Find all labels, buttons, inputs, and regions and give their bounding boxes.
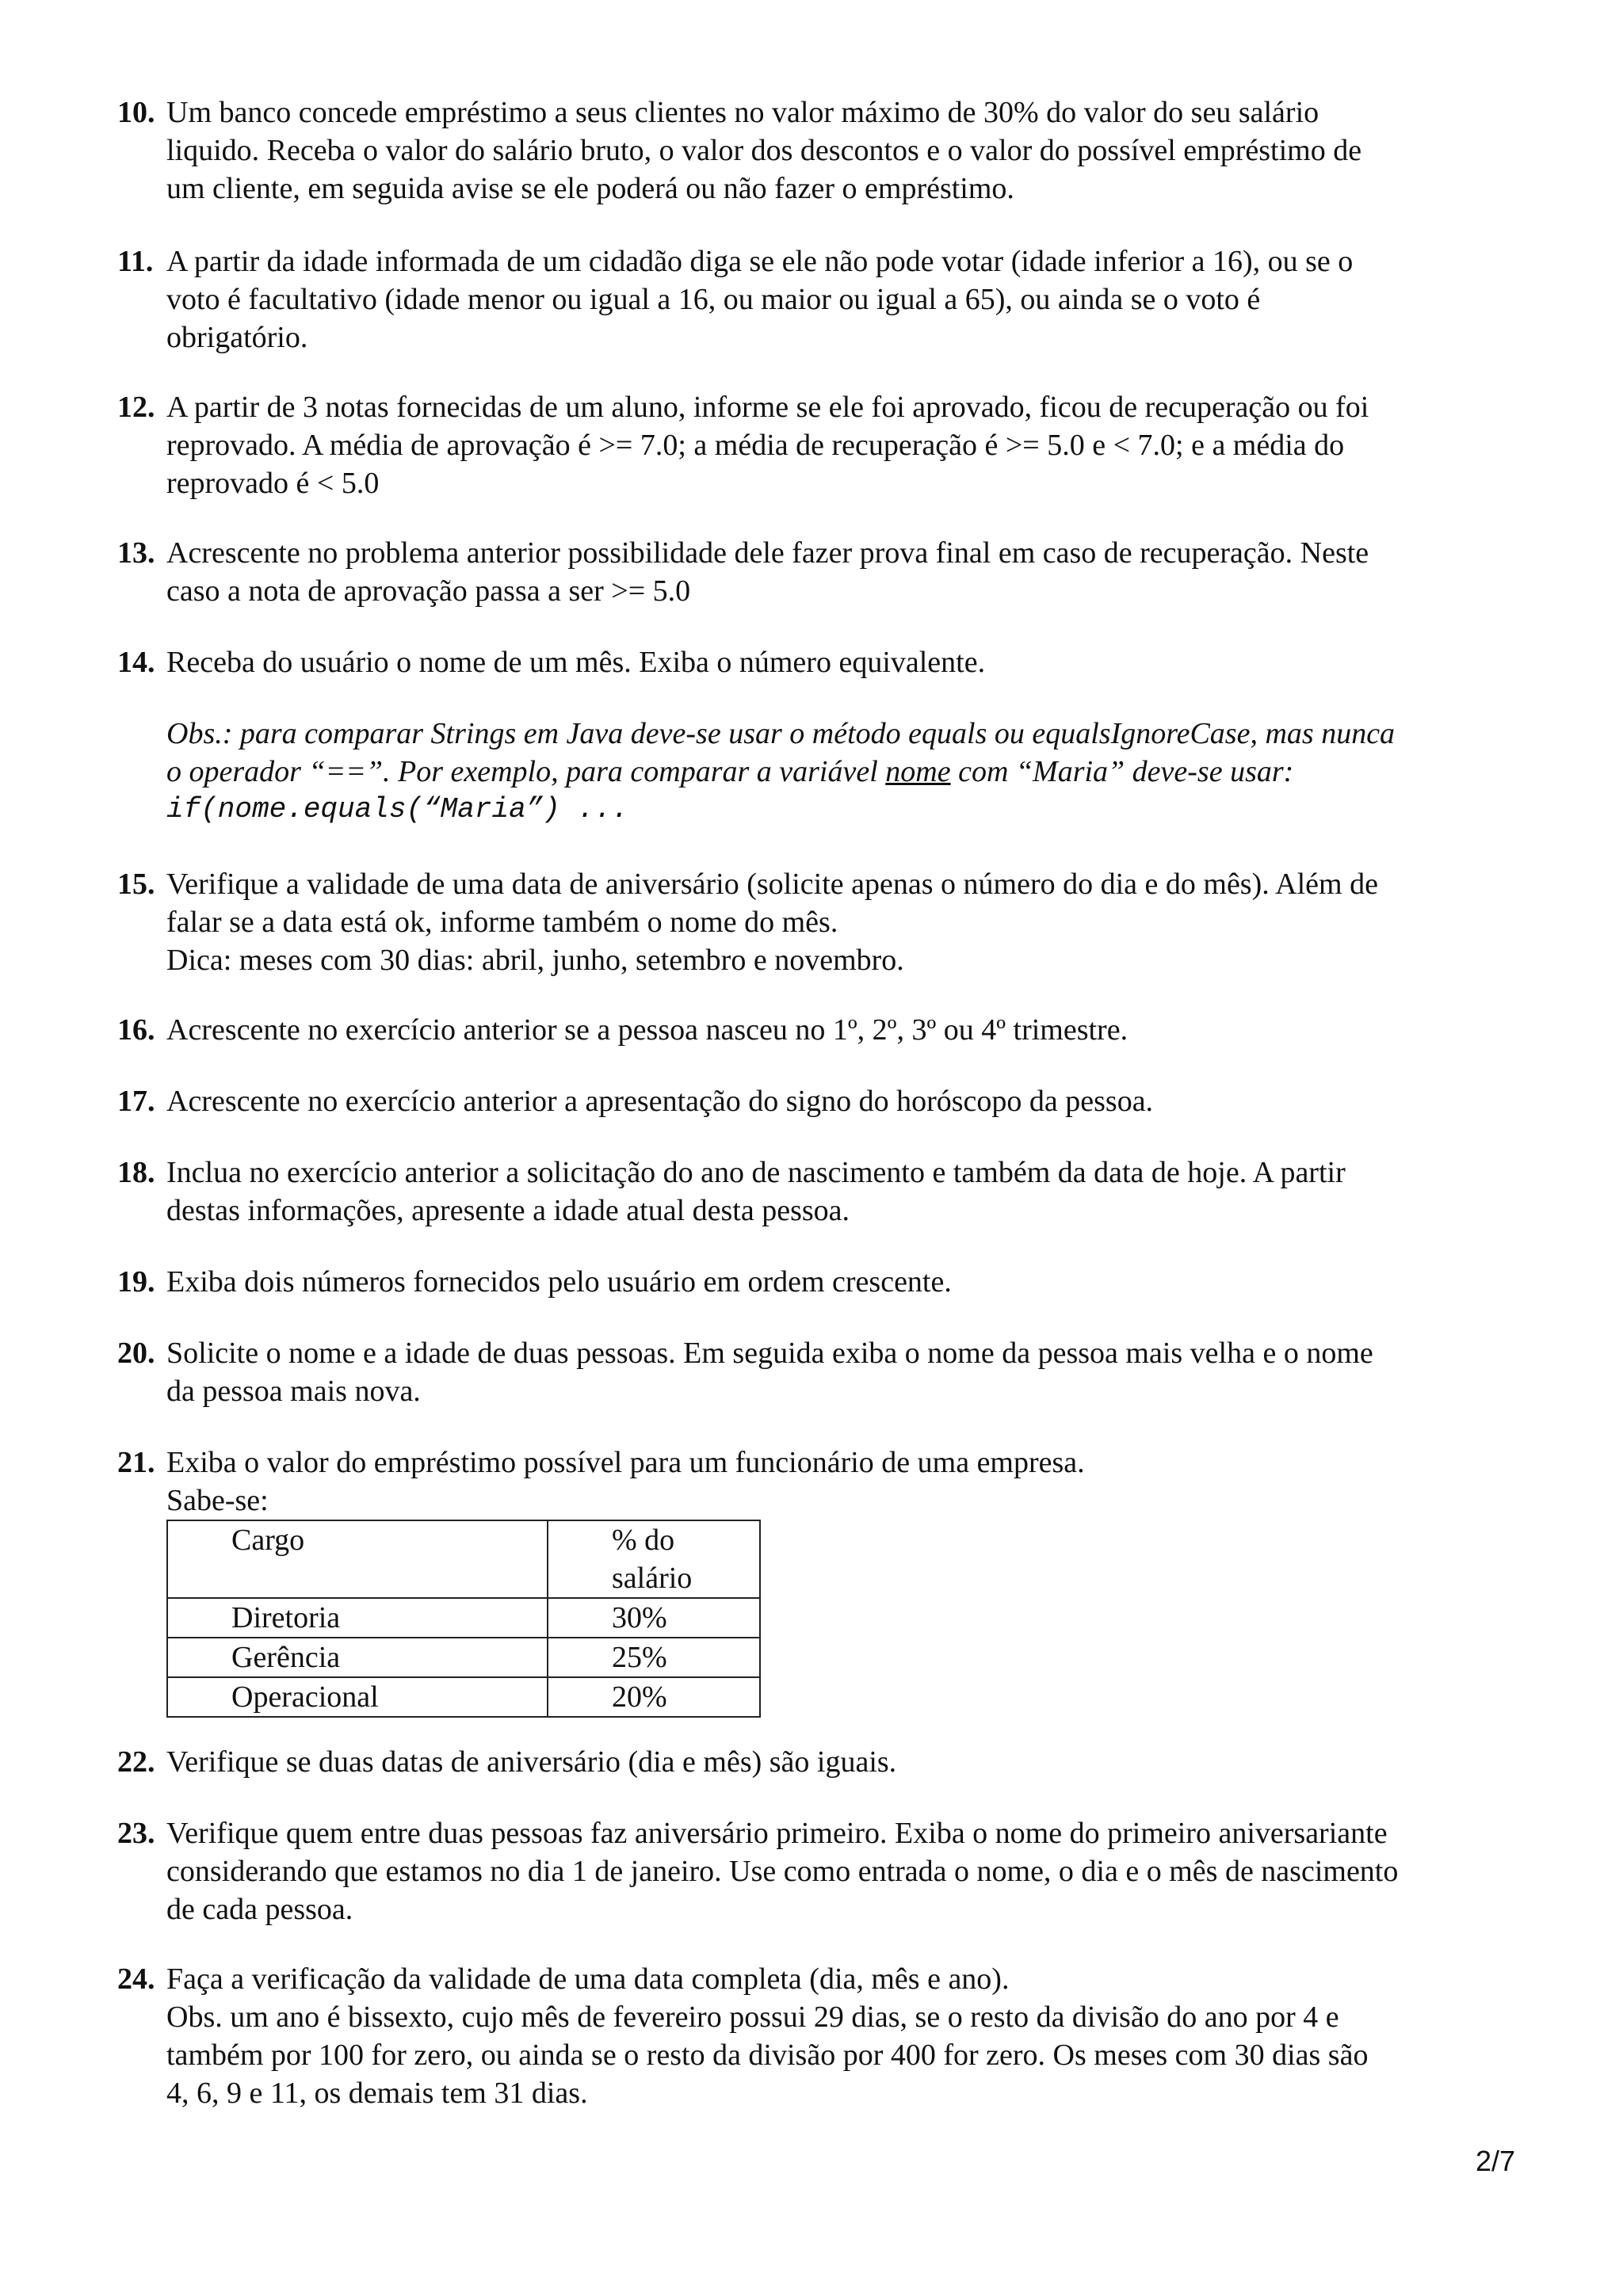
exercise-number: 16. [117,1013,155,1047]
exercise-text: A partir da idade informada de um cidadão diga se ele não pode votar (idade inferior a 16), ou se o [166,245,1354,278]
exercise-number: 12. [117,391,155,424]
exercise-number: 22. [117,1745,155,1779]
table-header-cell [548,1520,760,1598]
exercise-text: Exiba o valor do empréstimo possível para um funcionário de uma empresa. [166,1446,1085,1479]
exercise-text: Sabe-se: [166,1484,269,1517]
exercise-19 [117,1263,1544,1301]
variable-name: nome [885,755,951,788]
exercise-text: voto é facultativo (idade menor ou igual a 16, ou maior ou igual a 65), ou ainda se o voto é [166,283,1261,316]
exercise-17 [117,1082,1544,1120]
table-row [167,1638,760,1677]
exercise-20 [117,1334,1544,1410]
exercise-number: 20. [117,1337,155,1370]
exercise-number: 19. [117,1265,155,1299]
exercise-text: também por 100 for zero, ou ainda se o resto da divisão por 400 for zero. Os meses com 30 dias são [166,2039,1369,2072]
table-cell: Diretoria [167,1598,548,1638]
exercise-text: falar se a data está ok, informe também o nome do mês. [166,906,838,939]
exercise-16 [117,1011,1544,1049]
exercise-text: destas informações, apresente a idade atual desta pessoa. [166,1194,850,1227]
table-header-cell: Cargo [167,1520,548,1598]
exercise-15 [117,865,1544,979]
code-example: if(nome.equals(“Maria”) ... [166,793,629,826]
table-cell: 20% [548,1677,760,1717]
page-number: 2/7 [1476,2145,1516,2177]
exercise-text: liquido. Receba o valor do salário bruto, o valor dos descontos e o valor do possível empréstimo de [166,134,1362,167]
header-text: % do [612,1524,675,1557]
exercise-text: caso a nota de aprovação passa a ser >= 5.0 [166,574,691,608]
exercise-text: da pessoa mais nova. [166,1375,421,1408]
exercise-11 [117,242,1544,357]
table-row [167,1677,760,1717]
exercise-number: 15. [117,868,155,901]
exercise-text: Verifique quem entre duas pessoas faz aniversário primeiro. Exiba o nome do primeiro aniversariante [166,1817,1388,1850]
exercise-21 [117,1444,1544,1520]
exercise-text: Um banco concede empréstimo a seus clientes no valor máximo de 30% do valor do seu salário [166,96,1319,129]
exercise-22 [117,1743,1544,1781]
exercise-text: obrigatório. [166,321,308,354]
cargo-salary-table [166,1520,761,1718]
exercise-text: Acrescente no problema anterior possibilidade dele fazer prova final em caso de recuperação. Neste [166,536,1369,570]
exercise-12 [117,388,1544,502]
table-cell: Operacional [167,1677,548,1717]
exercise-text: reprovado é < 5.0 [166,467,380,500]
exercise-18 [117,1154,1544,1230]
exercise-number: 18. [117,1156,155,1189]
exercise-number: 23. [117,1817,155,1850]
exercise-text: Acrescente no exercício anterior a apresentação do signo do horóscopo da pessoa. [166,1085,1154,1118]
table-header-row [167,1520,760,1598]
exercise-number: 17. [117,1085,155,1118]
exercise-23 [117,1814,1544,1928]
exercise-10 [117,93,1544,208]
exercise-text: considerando que estamos no dia 1 de janeiro. Use como entrada o nome, o dia e o mês de nascimento [166,1855,1399,1888]
exercise-text: Faça a verificação da validade de uma data completa (dia, mês e ano). [166,1962,1010,1996]
exercise-number: 11. [117,245,154,278]
table-row [167,1598,760,1638]
exercise-text: Dica: meses com 30 dias: abril, junho, setembro e novembro. [166,944,904,977]
exercise-number: 10. [117,96,155,129]
exercise-text: um cliente, em seguida avise se ele poderá ou não fazer o empréstimo. [166,172,1014,205]
exercise-text: A partir de 3 notas fornecidas de um aluno, informe se ele foi aprovado, ficou de recuperação ou foi [166,391,1369,424]
exercise-number: 24. [117,1962,155,1996]
exercise-14 [117,643,1544,829]
exercise-text: Inclua no exercício anterior a solicitação do ano de nascimento e também da data de hoje. A partir [166,1156,1346,1189]
exercise-text: Solicite o nome e a idade de duas pessoas. Em seguida exiba o nome da pessoa mais velha e o nome [166,1337,1373,1370]
table-cell: Gerência [167,1638,548,1677]
exercise-13 [117,534,1544,610]
exercise-text: Exiba dois números fornecidos pelo usuário em ordem crescente. [166,1265,952,1299]
table-cell: 30% [548,1598,760,1638]
exercise-text: Obs. um ano é bissexto, cujo mês de fevereiro possui 29 dias, se o resto da divisão do ano por 4 e [166,2000,1339,2034]
obs-text: o operador “==”. Por exemplo, para comparar a variável [166,755,886,788]
obs-text: com “Maria” deve-se usar: [950,755,1294,788]
exercise-number: 13. [117,536,155,570]
exercise-text: Verifique se duas datas de aniversário (dia e mês) são iguais. [166,1745,897,1779]
exercise-text: Acrescente no exercício anterior se a pessoa nasceu no 1º, 2º, 3º ou 4º trimestre. [166,1013,1128,1047]
exercise-number: 21. [117,1446,155,1479]
table-cell: 25% [548,1638,760,1677]
exercise-text: de cada pessoa. [166,1893,353,1926]
exercise-text: Verifique a validade de uma data de aniversário (solicite apenas o número do dia e do mês). Além de [166,868,1378,901]
exercise-text: Receba do usuário o nome de um mês. Exiba o número equivalente. [166,646,986,679]
obs-note-line [166,753,1544,791]
header-text: salário [612,1562,693,1595]
exercise-text: reprovado. A média de aprovação é >= 7.0; a média de recuperação é >= 5.0 e < 7.0; e a média do [166,429,1345,462]
exercise-24 [117,1960,1544,2112]
exercise-number: 14. [117,646,155,679]
obs-note-line: Obs.: para comparar Strings em Java deve-se usar o método equals ou equalsIgnoreCase, mas nunca [166,717,1396,750]
exercise-text: 4, 6, 9 e 11, os demais tem 31 dias. [166,2077,588,2110]
